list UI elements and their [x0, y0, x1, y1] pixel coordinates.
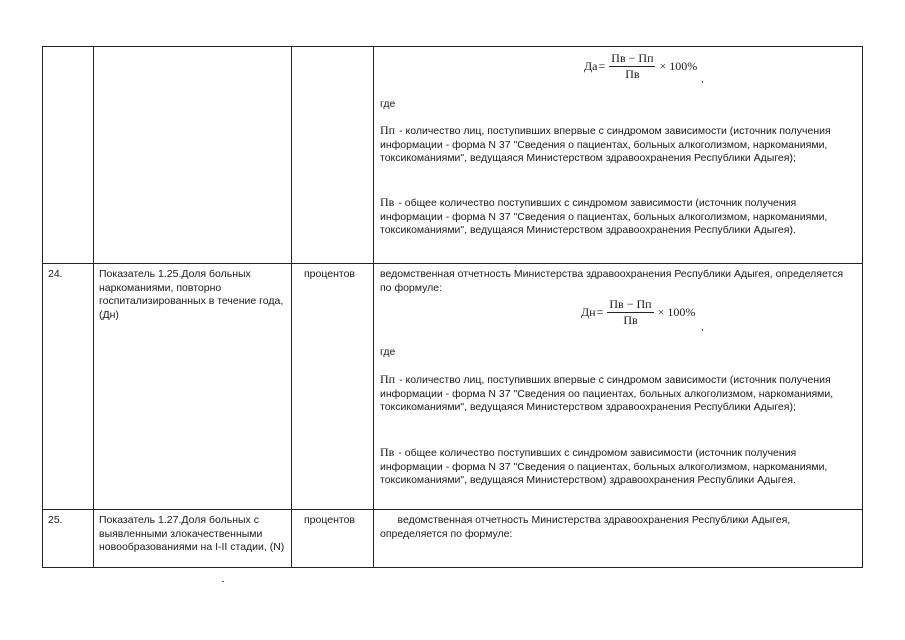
formula-fraction	[609, 52, 655, 81]
where-label: где	[380, 346, 396, 358]
formula-lhs: Да	[584, 59, 598, 73]
symbol-pv: Пв	[380, 445, 395, 459]
formula-denominator: Пв	[625, 67, 640, 81]
row-number: 25.	[48, 514, 63, 526]
formula-denominator: Пв	[623, 313, 638, 327]
formula-multiplier: × 100%	[659, 59, 698, 73]
col-divider-1	[93, 46, 94, 568]
definition-text: - общее количество поступивших с синдромом зависимости (источник получения информации - форма N 37 "Сведения о пациентах, больных алкоголизмом, наркоманиями, токсикоманиями", ведущаяся Министерством здравоохранения Республики Адыгея).	[380, 197, 828, 237]
col-divider-2	[291, 46, 292, 568]
indicator-name: Показатель 1.25.Доля больных наркоманиями, повторно госпитализированных в течение года, (Дн)	[99, 268, 284, 321]
col-divider-3	[373, 46, 374, 568]
definition-pv	[380, 196, 856, 238]
source-text: ведомственная отчетность Министерства здравоохранения Республики Адыгея, определяется по формуле:	[380, 268, 844, 294]
definition-pp	[380, 124, 848, 166]
formula-dn: Дн = $\frac{Пв - Пп}{Пв}$ × 100%	[581, 297, 696, 327]
row-24-top-border	[42, 263, 863, 264]
definition-pv	[380, 446, 856, 488]
unit-label: процентов	[304, 514, 356, 526]
symbol-pv: Пв	[380, 195, 395, 209]
source-text: ведомственная отчетность Министерства здравоохранения Республики Адыгея, определяется по формуле:	[380, 514, 794, 540]
table-left-border	[42, 46, 43, 568]
formula-fraction	[607, 298, 653, 327]
formula-comma: ,	[701, 74, 704, 85]
definition-text: - количество лиц, поступивших впервые с синдромом зависимости (источник получения информации - форма N 37 "Сведения оо пациентах, больных алкоголизмом, наркоманиями, токсикоманиями", ведущаяся Министерством здравоохранения Республики Адыгея);	[380, 374, 834, 414]
row-number: 24.	[48, 268, 63, 280]
table-right-border	[862, 46, 863, 568]
formula-multiplier: × 100%	[657, 305, 696, 319]
symbol-pp: Пп	[380, 123, 396, 137]
indicator-name: Показатель 1.27.Доля больных с выявленными злокачественными новообразованиями на I-II стадии, (N)	[99, 514, 285, 554]
definition-pp	[380, 373, 842, 415]
definition-text: - количество лиц, поступивших впервые с синдромом зависимости (источник получения информации - форма N 37 "Сведения о пациентах, больных алкоголизмом, наркоманиями, токсикоманиями", ведущаяся Министерством здравоохранения Республики Адыгея);	[380, 125, 831, 165]
formula-numerator: Пв − Пп	[609, 297, 652, 311]
where-label: где	[380, 98, 396, 110]
table-top-border	[42, 46, 863, 47]
formula-comma: ,	[701, 322, 704, 333]
formula-lhs: Дн	[581, 305, 596, 319]
unit-label: процентов	[304, 268, 356, 280]
table-bottom-border	[42, 567, 863, 568]
row-25-top-border	[42, 509, 863, 510]
formula-da: Да = $\frac{Пв - Пп}{Пв}$ × 100%	[584, 51, 698, 81]
definition-text: - общее количество поступивших с синдромом зависимости (источник получения информации - форма N 37 "Сведения о пациентах, больных алкоголизмом, наркоманиями, токсикоманиями", ведущаяся Министерством) здравоохранения Республики Адыгея.	[380, 447, 828, 487]
formula-numerator: Пв − Пп	[611, 51, 654, 65]
scan-speck	[222, 581, 224, 582]
symbol-pp: Пп	[380, 372, 396, 386]
